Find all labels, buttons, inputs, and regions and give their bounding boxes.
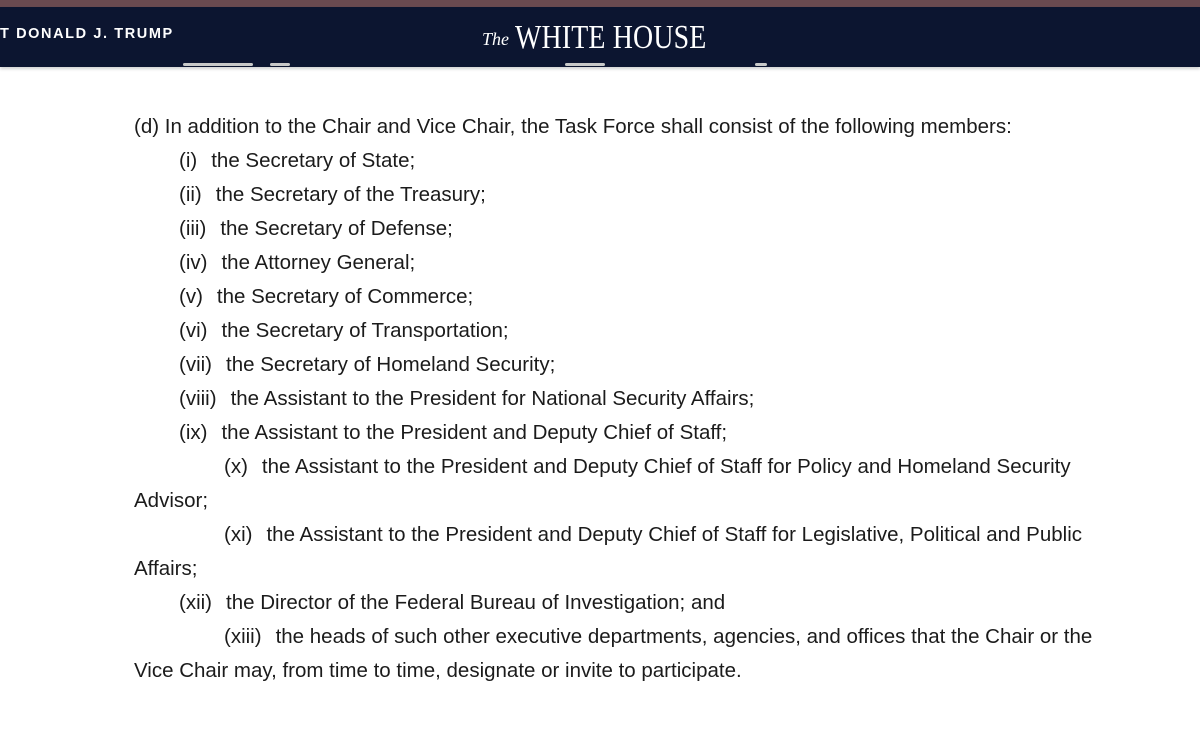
list-item-text: the Secretary of Transportation; (221, 319, 509, 342)
list-item (134, 246, 1094, 280)
list-item-text: the Assistant to the President for National Security Affairs; (230, 387, 755, 410)
list-item (134, 382, 1094, 416)
list-item-number: (v) (179, 285, 203, 308)
list-item-number: (ii) (179, 183, 202, 206)
document-body (134, 110, 1094, 688)
list-item-number: (i) (179, 149, 198, 172)
list-item-text: the Assistant to the President and Deputy Chief of Staff for Legislative, Political and Public Affairs; (134, 523, 1083, 580)
list-item-text: the Secretary of Defense; (220, 217, 453, 240)
list-item-number: (xi) (224, 523, 253, 546)
section-d-intro: (d) In addition to the Chair and Vice Chair, the Task Force shall consist of the following members: (134, 115, 1012, 138)
logo-white-house: WHITE HOUSE (515, 19, 707, 56)
list-item (134, 212, 1094, 246)
list-item-text: the Assistant to the President and Deputy Chief of Staff for Policy and Homeland Security Advisor; (134, 455, 1071, 512)
list-item (134, 518, 1094, 586)
list-item-text: the Secretary of Homeland Security; (226, 353, 556, 376)
list-item (134, 450, 1094, 518)
list-item-number: (iv) (179, 251, 208, 274)
list-item-text: the Attorney General; (221, 251, 416, 274)
list-item-number: (ix) (179, 421, 208, 444)
list-item (134, 144, 1094, 178)
list-item-number: (vii) (179, 353, 213, 376)
list-item (134, 314, 1094, 348)
list-item-text: the Secretary of Commerce; (216, 285, 474, 308)
list-item (134, 280, 1094, 314)
list-item-number: (vi) (179, 319, 208, 342)
list-item-text: the heads of such other executive departments, agencies, and offices that the Chair or the Vice Chair may, from time to time, designate or invite to participate. (134, 625, 1093, 682)
members-list (134, 144, 1094, 688)
site-header (0, 7, 1200, 67)
list-item-text: the Secretary of State; (211, 149, 416, 172)
list-item (134, 620, 1094, 688)
list-item (134, 586, 1094, 620)
logo-the: The (482, 29, 509, 49)
cut-off-text-line (175, 63, 775, 66)
list-item (134, 348, 1094, 382)
header-president-label[interactable]: T DONALD J. TRUMP (0, 26, 174, 42)
list-item-number: (x) (224, 455, 248, 478)
list-item-number: (iii) (179, 217, 207, 240)
white-house-logo[interactable] (482, 19, 749, 57)
list-item (134, 178, 1094, 212)
list-item-text: the Secretary of the Treasury; (215, 183, 486, 206)
top-accent-bar (0, 0, 1200, 7)
list-item-text: the Assistant to the President and Deputy Chief of Staff; (221, 421, 728, 444)
list-item-number: (xii) (179, 591, 213, 614)
list-item-number: (viii) (179, 387, 217, 410)
list-item-text: the Director of the Federal Bureau of Investigation; and (226, 591, 726, 614)
list-item-number: (xiii) (224, 625, 262, 648)
list-item (134, 416, 1094, 450)
